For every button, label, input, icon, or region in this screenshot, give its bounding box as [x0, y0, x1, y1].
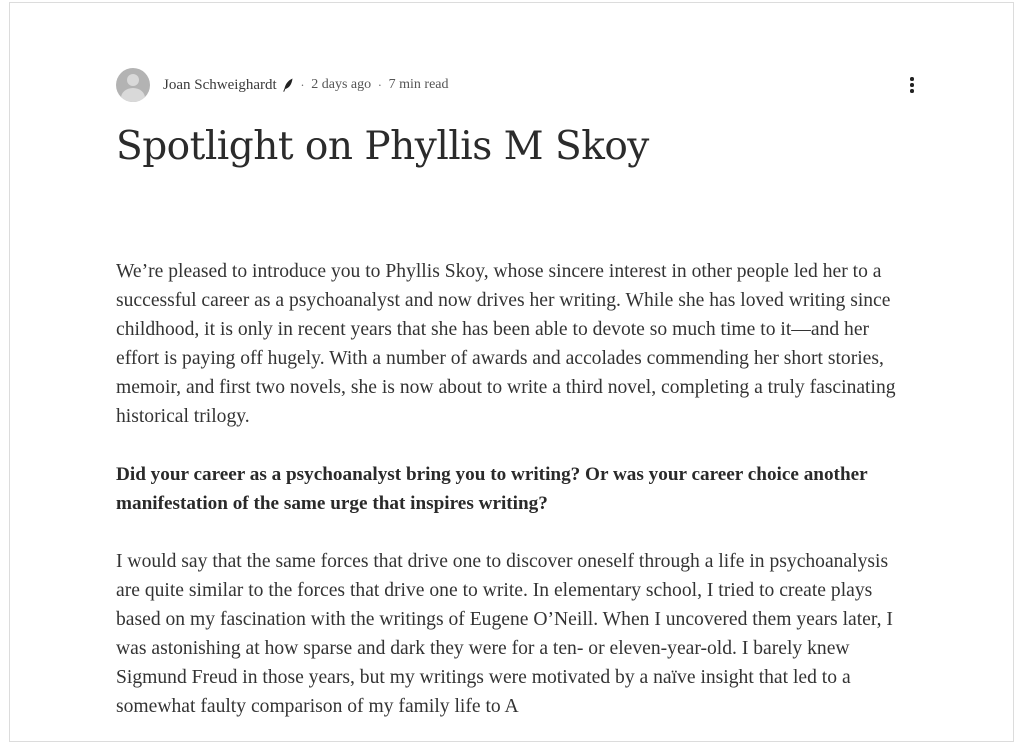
quill-icon [282, 78, 294, 92]
read-time: 7 min read [388, 77, 449, 92]
more-options-icon[interactable] [908, 77, 916, 95]
post-card [9, 2, 1014, 742]
intro-paragraph: We’re pleased to introduce you to Phyllis Skoy, whose sincere interest in other people led her to a successful career as a psychoanalyst and now drives her writing. While she has loved writing since childhood, it is only in recent years that she has been able to devote so much time to it—and her effort is paying off hugely. With a number of awards and accolades commending her short stories, memoir, and first two novels, she is now about to write a third novel, completing a truly fascinating historical trilogy. [116, 261, 896, 427]
post-title: Spotlight on Phyllis M Skoy [116, 124, 649, 169]
post-date[interactable]: 2 days ago [311, 77, 372, 92]
interview-question: Did your career as a psychoanalyst bring you to writing? Or was your career choice another manifestation of the same urge that inspires writing? [116, 464, 868, 514]
post-content [116, 67, 916, 742]
post-meta [116, 67, 916, 103]
meta-separator: · [300, 78, 305, 92]
article-body [116, 257, 916, 721]
user-avatar-icon[interactable] [116, 68, 150, 102]
author-name[interactable]: Joan Schweighardt [163, 76, 277, 93]
meta-separator: · [378, 78, 382, 92]
interview-answer: I would say that the same forces that drive one to discover oneself through a life in psychoanalysis are quite similar to the forces that drive one to write. In elementary school, I tried to create plays based on my fascination with the writings of Eugene O’Neill. When I uncovered them years later, I was astonishing at how sparse and dark they were for a ten- or eleven-year-old. I barely knew Sigmund Freud in those years, but my writings were motivated by a naïve insight that led to a somewhat faulty comparison of my family life to A [116, 551, 893, 717]
